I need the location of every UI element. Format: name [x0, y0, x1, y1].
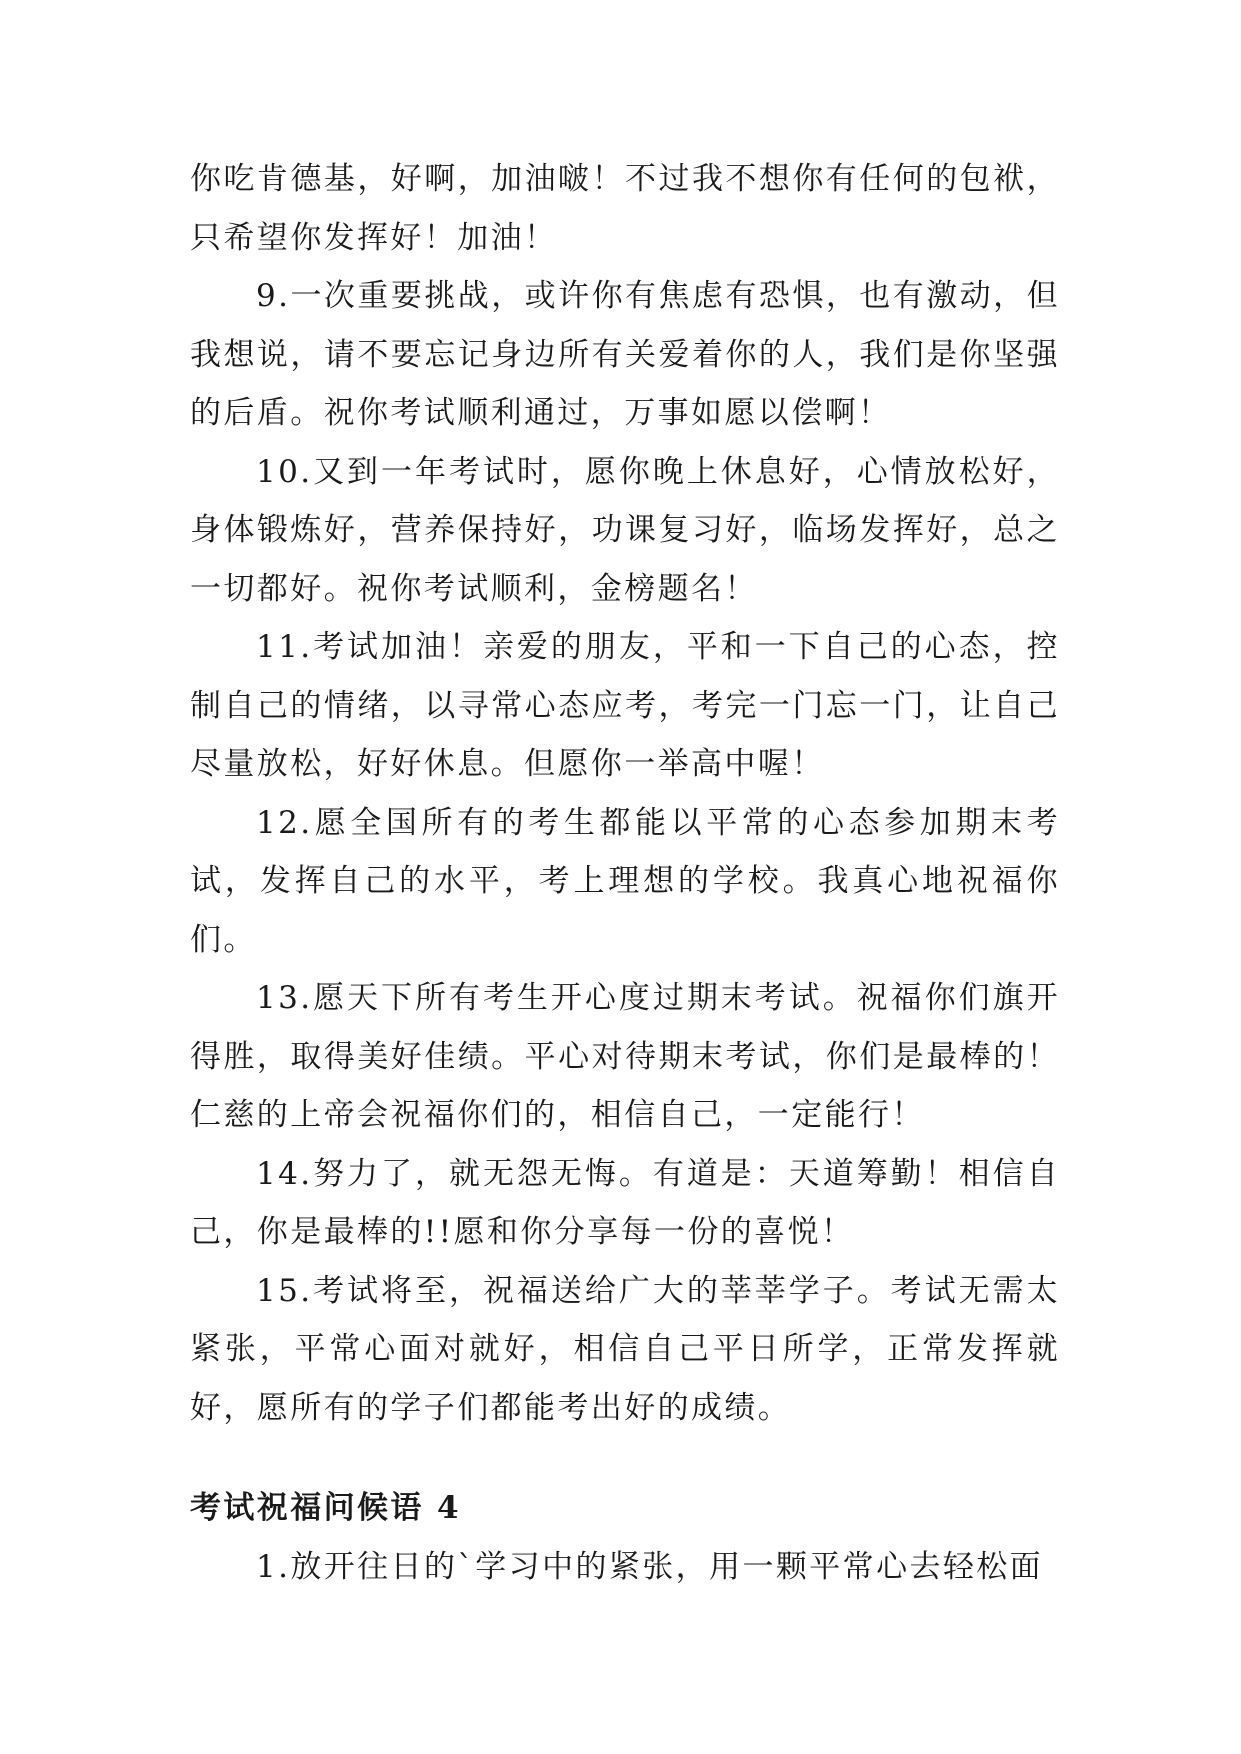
section-heading: 考试祝福问候语 4: [190, 1490, 461, 1526]
paragraph-item-1: 1.放开往日的`学习中的紧张，用一颗平常心去轻松面: [256, 1548, 1044, 1585]
paragraph-item-14: 14.努力了，就无怨无悔。有道是：天道筹勤！相信自己，你是最棒的!!愿和你分享每一份的喜悦！: [190, 1155, 1060, 1250]
paragraph-item-9: 9.一次重要挑战，或许你有焦虑有恐惧，也有激动，但我想说，请不要忘记身边所有关爱着你的人，我们是你坚强的后盾。祝你考试顺利通过，万事如愿以偿啊！: [190, 278, 1060, 431]
paragraph-item-10: 10.又到一年考试时，愿你晚上休息好，心情放松好，身体锻炼好，营养保持好，功课复习好，临场发挥好，总之一切都好。祝你考试顺利，金榜题名！: [190, 453, 1060, 607]
document-page: [190, 150, 1060, 1596]
paragraph-item-15: 15.考试将至，祝福送给广大的莘莘学子。考试无需太紧张，平常心面对就好，相信自己平日所学，正常发挥就好，愿所有的学子们都能考出好的成绩。: [190, 1272, 1060, 1426]
paragraph-item-13: 13.愿天下所有考生开心度过期末考试。祝福你们旗开得胜，取得美好佳绩。平心对待期末考试，你们是最棒的！仁慈的上帝会祝福你们的，相信自己，一定能行！: [190, 980, 1060, 1133]
paragraph-continuation: 你吃肯德基，好啊，加油啵！不过我不想你有任何的包袱，只希望你发挥好！加油！: [190, 161, 1060, 256]
paragraph-item-11: 11.考试加油！亲爱的朋友，平和一下自己的心态，控制自己的情绪，以寻常心态应考，考完一门忘一门，让自己尽量放松，好好休息。但愿你一举高中喔！: [190, 629, 1060, 782]
paragraph-item-12: 12.愿全国所有的考生都能以平常的心态参加期末考试，发挥自己的水平，考上理想的学校。我真心地祝福你们。: [190, 804, 1060, 958]
